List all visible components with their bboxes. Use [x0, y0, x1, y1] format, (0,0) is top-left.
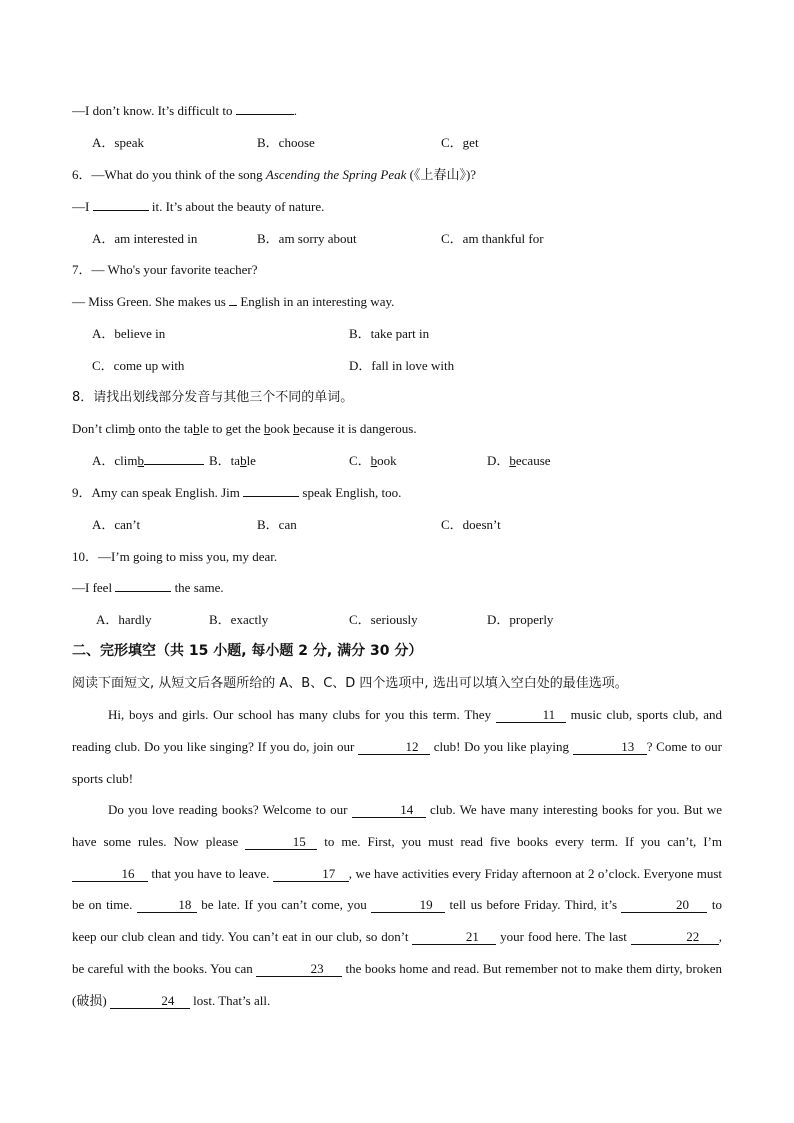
q10-option-a[interactable]: A．hardly	[96, 612, 152, 627]
p1-text-1: Hi, boys and girls. Our school has many clubs for you this term. They	[108, 707, 496, 722]
q7-option-a[interactable]: A．believe in	[92, 326, 166, 341]
q9-text-end: speak English, too.	[299, 485, 402, 500]
p2-text-3: to me. First, you must read five books every term. If you can’t, I’m	[317, 833, 723, 849]
q8-sentence	[72, 421, 417, 437]
q8-option-b-text: B．ta	[209, 453, 241, 468]
q8-u3: b	[263, 421, 271, 436]
q8-option-a-text: A．clim	[92, 453, 138, 468]
q7-question: 7．— Who's your favorite teacher?	[72, 262, 258, 277]
q8-option-a-line	[144, 464, 204, 465]
p2-text-12: lost. That’s all.	[189, 992, 271, 1008]
q8-s5: ecause it is dangerous.	[299, 421, 417, 436]
q8-option-d-u: b	[509, 453, 516, 468]
q6-option-c[interactable]: C．am thankful for	[441, 231, 544, 246]
q5-blank	[236, 114, 294, 115]
blank-19[interactable]: 19	[371, 898, 445, 913]
blank-17[interactable]: 17	[273, 867, 349, 882]
q7-option-c[interactable]: C．come up with	[92, 358, 185, 373]
q8-s4: ook	[270, 421, 294, 436]
section-heading: 二、完形填空（共 15 小题, 每小题 2 分, 满分 30 分）	[72, 643, 423, 659]
q10-question: 10．—I’m going to miss you, my dear.	[72, 549, 278, 564]
q8-s3: le to get the	[199, 421, 264, 436]
q9-question	[72, 485, 401, 501]
q8-question: 8．请找出划线部分发音与其他三个不同的单词。	[72, 390, 354, 405]
q8-option-d-end: ecause	[515, 453, 551, 468]
q5-option-b[interactable]: B．choose	[257, 135, 315, 150]
q5-text: —I don’t know. It’s difficult to	[72, 103, 236, 118]
blank-13[interactable]: 13	[573, 740, 647, 755]
q6-line2-start: —I	[72, 199, 93, 214]
p2-text-9: your food here. The last	[496, 929, 631, 945]
q6-text: —What do you think of the song	[91, 167, 266, 182]
p2-text-4: that you have to leave.	[148, 865, 273, 881]
p1-text-4: ? Come to our sports club!	[72, 738, 723, 786]
q9-option-b[interactable]: B．can	[257, 517, 297, 532]
q9-text: 9．Amy can speak English. Jim	[72, 485, 244, 500]
q10-line2-end: the same.	[171, 580, 224, 595]
blank-14[interactable]: 14	[352, 803, 426, 818]
q7-option-d[interactable]: D．fall in love with	[349, 358, 455, 373]
p1-text-3: club! Do you like playing	[430, 738, 573, 754]
q8-option-b-u: b	[240, 453, 247, 468]
q6-blank	[93, 210, 149, 211]
p2-text-6: be late. If you can’t come, you	[196, 897, 372, 913]
q5-option-a[interactable]: A．speak	[92, 135, 144, 150]
blank-24[interactable]: 24	[110, 994, 190, 1009]
q8-u4: b	[293, 421, 300, 436]
q6-question	[72, 167, 476, 183]
blank-18[interactable]: 18	[137, 898, 197, 913]
q6-option-a[interactable]: A．am interested in	[92, 231, 198, 246]
q6-text-end: (《上春山》)?	[406, 167, 477, 182]
blank-23[interactable]: 23	[256, 962, 342, 977]
q7-option-b[interactable]: B．take part in	[349, 326, 430, 341]
q6-answer-line	[72, 199, 324, 215]
q10-option-d[interactable]: D．properly	[487, 612, 554, 627]
q10-answer-line	[72, 580, 224, 596]
q8-option-a-u: b	[137, 453, 144, 468]
p2-text-11: the books home and read. But remember not to make them dirty, broken (破损)	[72, 960, 722, 1008]
q8-u1: b	[128, 421, 135, 436]
blank-22[interactable]: 22	[631, 930, 719, 945]
p1-text-2: music club, sports club, and reading club. Do you like singing? If you do, join our	[72, 707, 722, 754]
p2-text-10: , be careful with the books. You can	[72, 929, 722, 976]
section-instruction: 阅读下面短文, 从短文后各题所给的 A、B、C、D 四个选项中, 选出可以填入空白处的最佳选项。	[72, 676, 628, 691]
p2-text-7: tell us before Friday. Third, it’s	[445, 897, 622, 913]
q8-option-a[interactable]	[92, 453, 204, 469]
blank-21[interactable]: 21	[412, 930, 496, 945]
q10-option-c[interactable]: C．seriously	[349, 612, 418, 627]
q7-line2-start: — Miss Green. She makes us	[72, 294, 230, 309]
q6-number: 6．	[72, 167, 92, 182]
q8-option-d-text: D．	[487, 453, 510, 468]
q10-option-b[interactable]: B．exactly	[209, 612, 269, 627]
p2-text-8: to keep our club clean and tidy. You can’t eat in our club, so don’t	[72, 897, 722, 945]
q8-s1: Don’t clim	[72, 421, 129, 436]
blank-16[interactable]: 16	[72, 867, 148, 882]
q7-answer-line	[72, 294, 394, 310]
blank-12[interactable]: 12	[358, 740, 430, 755]
q8-option-c-end: ook	[377, 453, 397, 468]
q10-line2-start: —I feel	[72, 580, 116, 595]
p2-text-2: club. We have many interesting books for you. But we have some rules. Now please	[72, 802, 722, 849]
q7-blank	[229, 305, 237, 306]
q8-u2: b	[193, 421, 200, 436]
q5-answer-line	[72, 103, 297, 119]
p2-text-1: Do you love reading books? Welcome to our	[108, 802, 352, 817]
q6-line2-end: it. It’s about the beauty of nature.	[148, 199, 325, 214]
q8-option-b[interactable]	[209, 453, 256, 469]
q9-option-a[interactable]: A．can’t	[92, 517, 141, 532]
q8-option-d[interactable]	[487, 453, 551, 469]
q5-end: .	[293, 103, 297, 118]
blank-11[interactable]: 11	[496, 708, 566, 723]
q9-option-c[interactable]: C．doesn’t	[441, 517, 501, 532]
blank-20[interactable]: 20	[621, 898, 707, 913]
q10-blank	[115, 591, 171, 592]
q8-option-c-text: C．	[349, 453, 371, 468]
q8-option-c[interactable]	[349, 453, 397, 469]
passage-paragraph-2	[72, 794, 722, 1017]
q7-line2-end: English in an interesting way.	[237, 294, 395, 309]
q8-option-c-u: b	[370, 453, 378, 468]
q9-blank	[243, 496, 299, 497]
q8-option-b-end: le	[246, 453, 256, 468]
q8-s2: onto the ta	[134, 421, 194, 436]
q5-option-c[interactable]: C．get	[441, 135, 479, 150]
q6-song-title: Ascending the Spring Peak	[265, 167, 407, 182]
q6-option-b[interactable]: B．am sorry about	[257, 231, 357, 246]
passage-paragraph-1	[72, 699, 722, 794]
blank-15[interactable]: 15	[245, 835, 317, 850]
p2-text-5: , we have activities every Friday afternoon at 2 o’clock. Everyone must be on time.	[72, 865, 722, 913]
